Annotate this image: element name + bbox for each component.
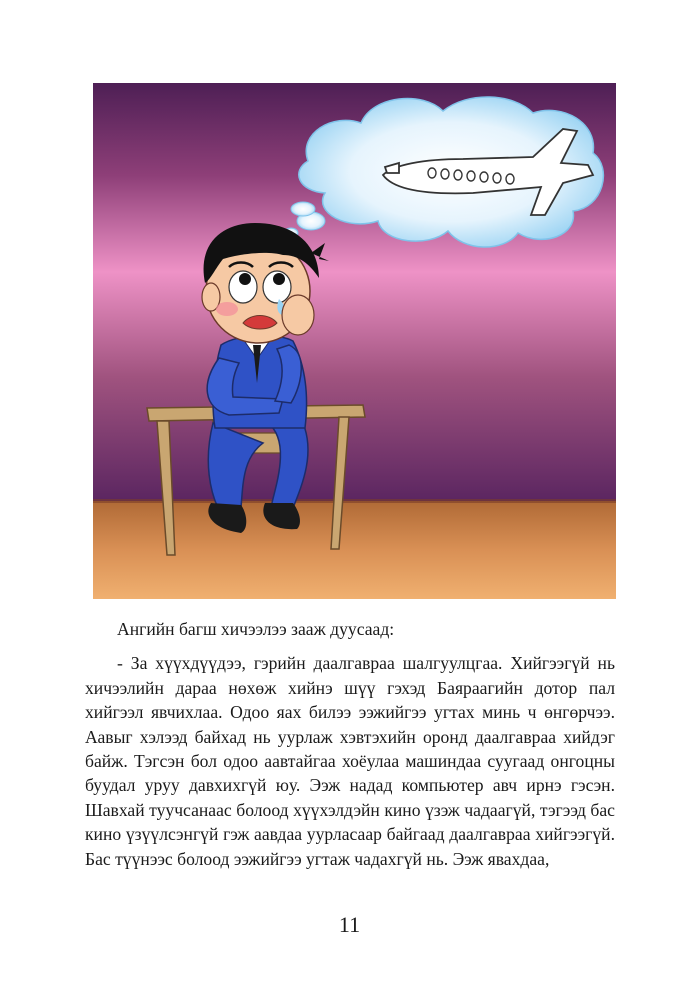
story-text bbox=[85, 617, 615, 871]
story-illustration bbox=[93, 83, 616, 599]
dialogue-paragraph: - За хүүхдүүдээ, гэрийн даалгавраа шалгуулцгаа. Хийгээгүй нь хичээлийн дараа нөхөж хийнэ шүү гэхэд Баяраагийн дотор пал хийгээл явчихлаа. Одоо яах билээ ээжийгээ угтах минь ч өнгөрчээ. Аавыг хэлээд байхад нь уурлаж хэвтэхийн оронд даалгавраа хийдэг байж. Тэгсэн бол одоо аавтайгаа хоёулаа машиндаа суугаад онгоцны буудал уруу давхихгүй юу. Ээж надад компьютер авч ирнэ гэсэн. Шавхай туучсанаас болоод хүүхэлдэйн кино үзэж чадаагүй, тэгээд бас кино үзүүлсэнгүй гэж аавдаа уурласаар байгаад даалгавраа хийгээгүй. Бас түүнээс болоод ээжийгээ угтаж чадахгүй нь. Ээж явахдаа, bbox=[85, 653, 615, 869]
page-number: 11 bbox=[338, 912, 361, 937]
opening-paragraph: Ангийн багш хичээлээ зааж дуусаад: bbox=[117, 619, 395, 639]
